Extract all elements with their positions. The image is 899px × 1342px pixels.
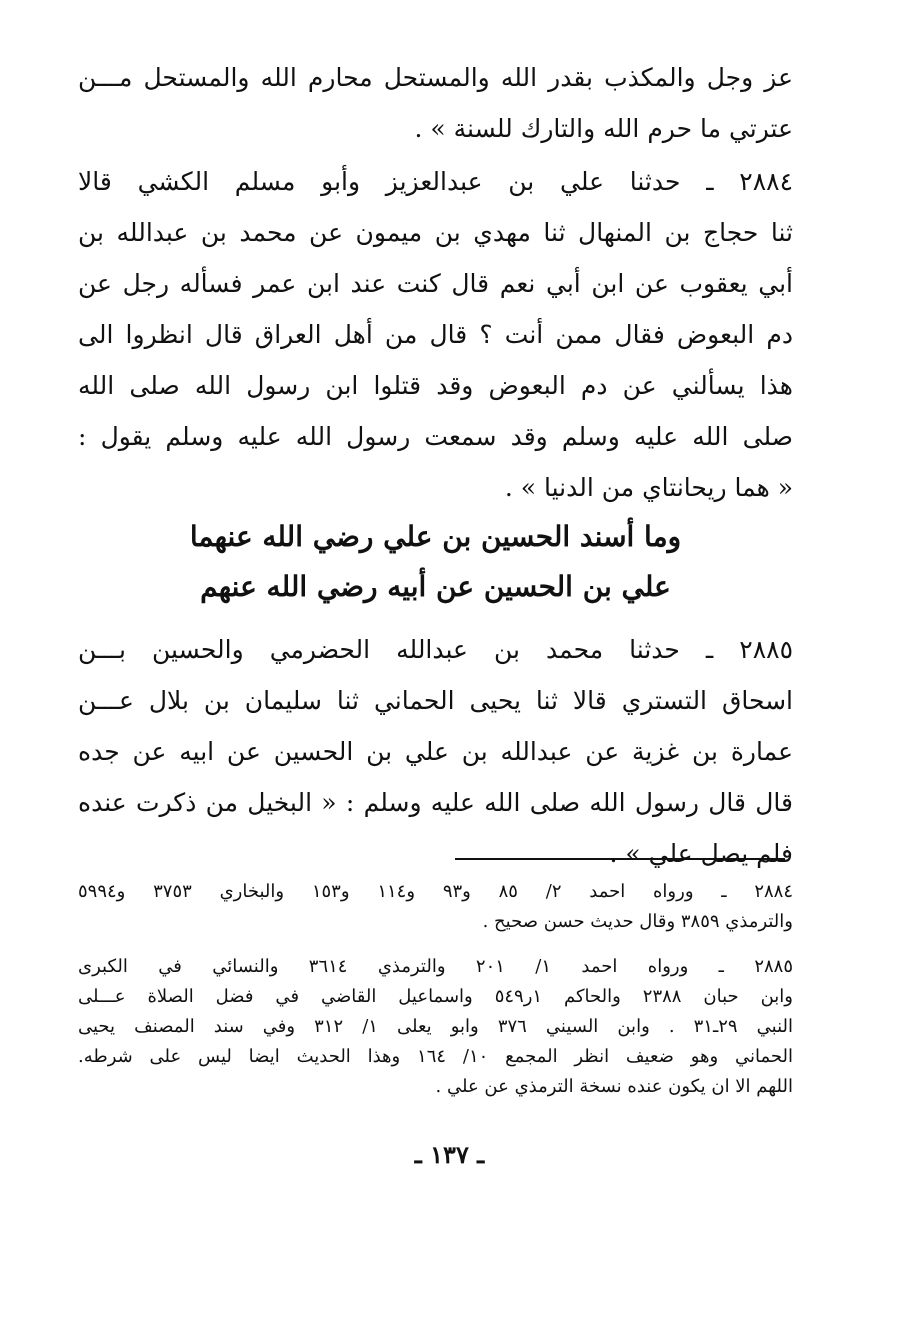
- text-line: صلى الله عليه وسلم وقد سمعت رسول الله عليه وسلم يقول :: [78, 422, 793, 451]
- text-line: عمارة بن غزية عن عبدالله بن علي بن الحسين عن ابيه عن جده: [78, 737, 793, 766]
- intro-continuation: [78, 52, 793, 154]
- footnote-line: وابن حبان ٢٣٨٨ والحاكم ١ر٥٤٩ واسماعيل القاضي في فضل الصلاة عـــلى: [78, 986, 793, 1007]
- text-line: ٢٨٨٤ ـ حدثنا علي بن عبدالعزيز وأبو مسلم الكشي قالا: [78, 167, 793, 196]
- text-line: دم البعوض فقال ممن أنت ؟ قال من أهل العراق قال انظروا الى: [78, 320, 793, 349]
- text-line: ثنا حجاج بن المنهال ثنا مهدي بن ميمون عن محمد بن عبدالله بن: [78, 218, 793, 247]
- footnote-2884: [78, 877, 793, 937]
- footnote-line: ٢٨٨٤ ـ ورواه احمد ٢/ ٨٥ و٩٣ و١١٤ و١٥٣ والبخاري ٣٧٥٣ و٥٩٩٤: [78, 881, 793, 902]
- text-line: عز وجل والمكذب بقدر الله والمستحل محارم الله والمستحل مـــن: [78, 63, 793, 92]
- text-line: عترتي ما حرم الله والتارك للسنة » .: [414, 114, 793, 143]
- footnote-line: النبي ٢٩ـ٣١ . وابن السيني ٣٧٦ وابو يعلى ١/ ٣١٢ وفي سند المصنف يحيى: [78, 1016, 793, 1037]
- footnote-line: ٢٨٨٥ ـ ورواه احمد ١/ ٢٠١ والترمذي ٣٦١٤ والنسائي في الكبرى: [78, 956, 793, 977]
- text-line: فلم يصل علي » .: [609, 839, 793, 868]
- section-heading-line: وما أسند الحسين بن علي رضي الله عنهما: [189, 520, 682, 553]
- page-number: ـ ١٣٧ ـ: [414, 1140, 485, 1169]
- footnote-line: والترمذي ٣٨٥٩ وقال حديث حسن صحيح .: [482, 911, 793, 932]
- section-heading-line: علي بن الحسين عن أبيه رضي الله عنهم: [200, 570, 671, 603]
- hadith-2885: [78, 624, 793, 879]
- text-line: أبي يعقوب عن ابن أبي نعم قال كنت عند ابن عمر فسأله رجل عن: [78, 269, 793, 298]
- footnote-2885: [78, 952, 793, 1102]
- text-line: اسحاق التستري قالا ثنا يحيى الحماني ثنا سليمان بن بلال عـــن: [78, 686, 793, 715]
- text-line: هذا يسألني عن دم البعوض وقد قتلوا ابن رسول الله صلى الله: [78, 371, 793, 400]
- footnote-line: اللهم الا ان يكون عنده نسخة الترمذي عن علي .: [435, 1076, 793, 1097]
- text-line: « هما ريحانتاي من الدنيا » .: [504, 473, 793, 502]
- text-line: ٢٨٨٥ ـ حدثنا محمد بن عبدالله الحضرمي والحسين بـــن: [78, 635, 793, 664]
- section-heading: [78, 512, 793, 612]
- text-line: قال قال رسول الله صلى الله عليه وسلم : « البخيل من ذكرت عنده: [78, 788, 793, 817]
- hadith-2884: [78, 156, 793, 513]
- footnote-divider: [455, 858, 785, 860]
- footnote-line: الحماني وهو ضعيف انظر المجمع ١٠/ ١٦٤ وهذا الحديث ايضا ليس على شرطه.: [78, 1046, 793, 1067]
